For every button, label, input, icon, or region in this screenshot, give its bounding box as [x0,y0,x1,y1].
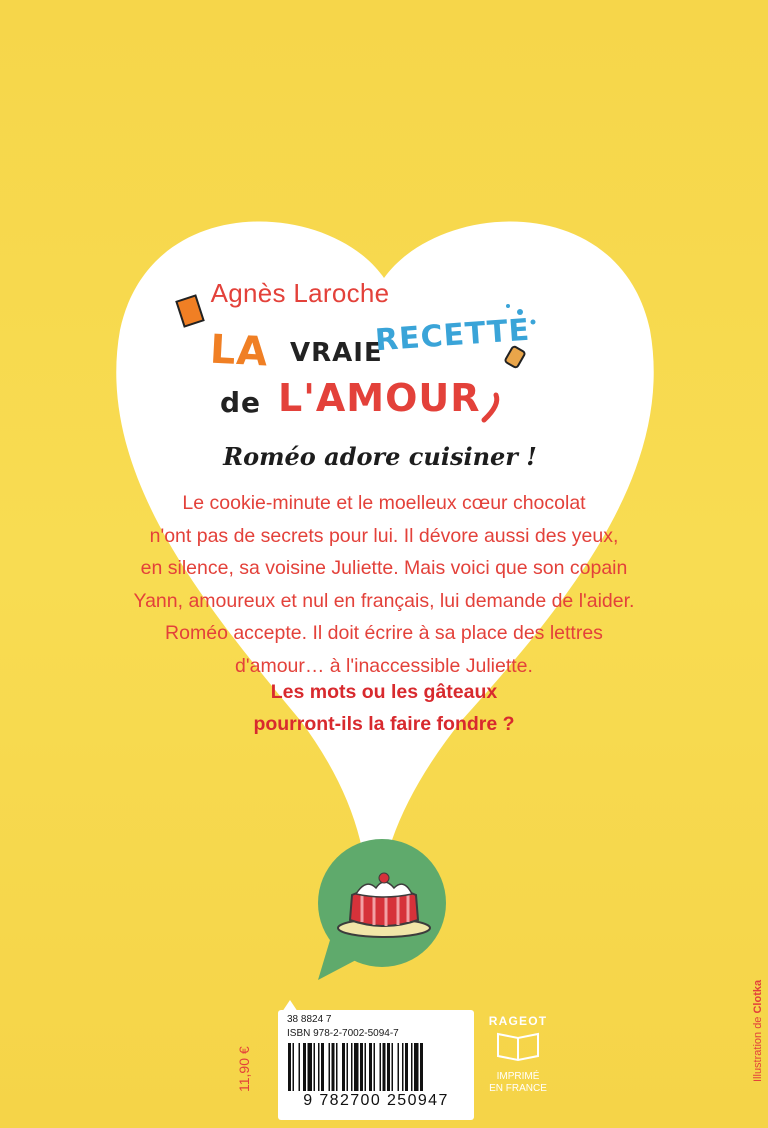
barcode-bar [380,1043,382,1091]
barcode-bar [411,1043,413,1091]
open-book-icon [494,1028,542,1062]
barcode-bar [299,1043,301,1091]
barcode-bar [354,1043,359,1091]
barcode-bar [308,1043,313,1091]
blurb-line: n'ont pas de secrets pour lui. Il dévore aussi des yeux, [149,524,619,547]
printed-in-line: EN FRANCE [489,1083,547,1094]
barcode-bar [314,1043,316,1091]
title-vraie: VRAIE [290,338,383,368]
barcode-bar [392,1043,394,1091]
blurb [120,487,648,682]
book-title [160,288,560,438]
barcode-bar [405,1043,408,1091]
barcode-bar [374,1043,376,1091]
barcode-bar [293,1043,295,1091]
printed-in [482,1071,554,1095]
title-recette: RECETTE [373,312,532,359]
cake-badge [318,839,446,980]
barcode-bar [288,1043,291,1091]
isbn: ISBN 978-2-7002-5094-7 [287,1028,399,1039]
blurb-line: d'amour… à l'inaccessible Juliette. [235,654,533,677]
barcode-bar [336,1043,338,1091]
illustrator-name: Clotka [752,979,764,1014]
publisher-logo [482,1010,554,1095]
barcode-bar [342,1043,345,1091]
barcode-digits: 9 782700 250947 [303,1092,449,1109]
barcode-bar [321,1043,324,1091]
blurb-line: Yann, amoureux et nul en français, lui demande de l'aider. [133,589,635,612]
blurb-line: Le cookie-minute et le moelleux cœur chocolat [182,492,586,514]
barcode-bar [414,1043,419,1091]
barcode-bar [360,1043,363,1091]
barcode-bar [398,1043,400,1091]
barcode-bar [351,1043,353,1091]
barcode-bar [387,1043,390,1091]
barcode-bar [383,1043,386,1091]
title-la: LA [208,326,270,376]
barcode-bar [347,1043,349,1091]
hook-line: Les mots ou les gâteaux [270,681,498,703]
barcode-bar [365,1043,367,1091]
illustration-prefix: Illustration de [752,1013,764,1082]
publisher-name: RAGEOT [488,1014,548,1028]
barcode-bars [288,1043,464,1091]
blurb-line: en silence, sa voisine Juliette. Mais voici que son copain [140,557,628,579]
hook-line: pourront-ils la faire fondre ? [253,713,515,735]
blurb-line: Roméo accepte. Il doit écrire à sa place des lettres [165,622,603,644]
price: 11,90 € [236,1046,252,1092]
title-amour: L'AMOUR [278,376,481,420]
barcode-bar [318,1043,320,1091]
barcode-bar [420,1043,423,1091]
product-code: 38 8824 7 [287,1014,332,1025]
title-de: de [220,386,262,419]
hook-question [180,676,588,740]
barcode-bar [329,1043,331,1091]
illustration-credit [752,980,764,1082]
author-name: Agnès Laroche [210,278,390,308]
barcode-bar [303,1043,306,1091]
barcode-bar [369,1043,372,1091]
barcode-bar [332,1043,335,1091]
printed-in-line: IMPRIMÉ [496,1071,540,1082]
tagline: Roméo adore cuisiner ! [223,442,537,471]
barcode-bar [402,1043,404,1091]
